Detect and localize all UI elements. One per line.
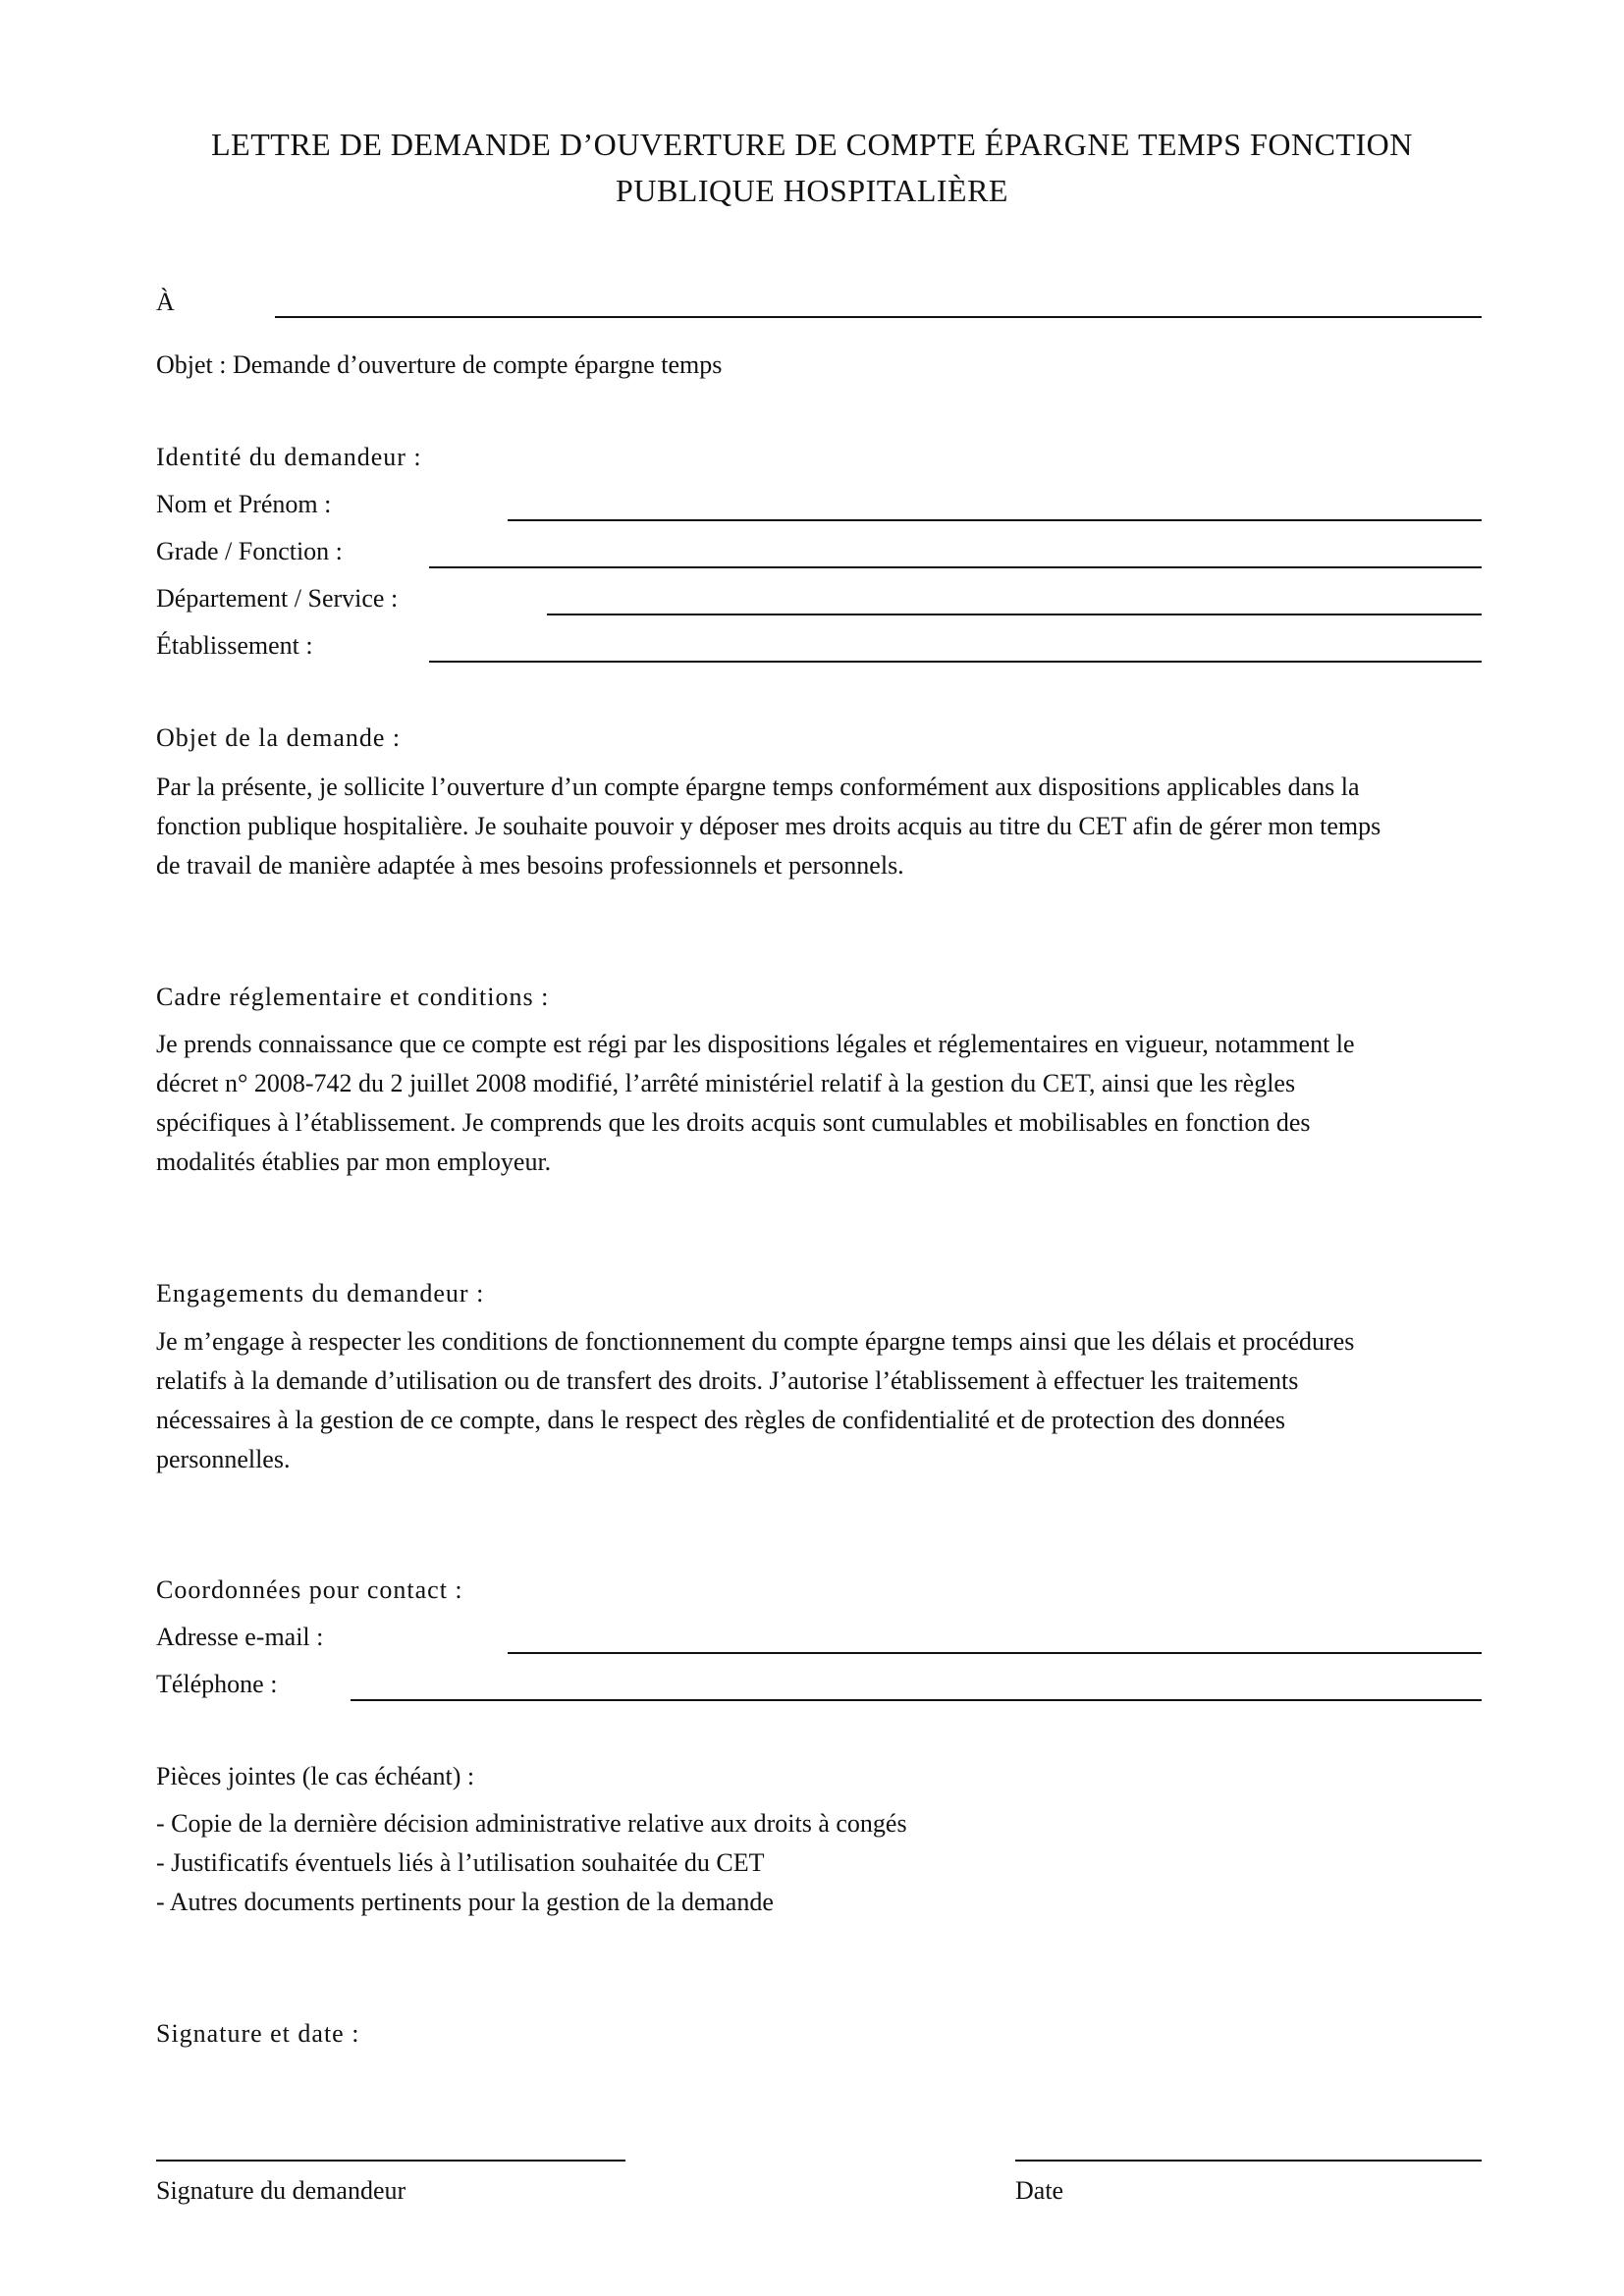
establishment-line[interactable] <box>429 661 1482 663</box>
attachments-heading: Pièces jointes (le cas échéant) : <box>156 1762 475 1790</box>
email-line[interactable] <box>508 1652 1482 1654</box>
signature-line[interactable] <box>156 2160 625 2162</box>
request-heading: Objet de la demande : <box>156 723 402 752</box>
commitments-line: relatifs à la demande d’utilisation ou de transfert des droits. J’autorise l’établissement à effectuer les traitements <box>156 1366 1299 1395</box>
date-line[interactable] <box>1015 2160 1482 2162</box>
department-line[interactable] <box>547 614 1482 615</box>
attachment-item: - Copie de la dernière décision administrative relative aux droits à congés <box>156 1809 907 1838</box>
attachments-list <box>156 1804 1482 1922</box>
recipient-label: À <box>156 288 175 316</box>
identity-heading: Identité du demandeur : <box>156 443 422 471</box>
attachment-item: - Justificatifs éventuels liés à l’utilisation souhaitée du CET <box>156 1848 765 1877</box>
name-label: Nom et Prénom : <box>156 490 332 518</box>
email-label: Adresse e-mail : <box>156 1623 324 1651</box>
date-caption: Date <box>1015 2176 1064 2205</box>
request-line: de travail de manière adaptée à mes besoins professionnels et personnels. <box>156 851 904 880</box>
framework-paragraph <box>156 1025 1482 1182</box>
request-paragraph <box>156 768 1482 885</box>
commitments-heading: Engagements du demandeur : <box>156 1279 485 1308</box>
request-line: Par la présente, je sollicite l’ouverture d’un compte épargne temps conformément aux dispositions applicables dans la <box>156 773 1360 801</box>
department-label: Département / Service : <box>156 584 399 613</box>
subject-text: Objet : Demande d’ouverture de compte épargne temps <box>156 350 723 379</box>
signature-heading: Signature et date : <box>156 2019 360 2048</box>
contact-heading: Coordonnées pour contact : <box>156 1575 463 1604</box>
framework-line: modalités établies par mon employeur. <box>156 1148 552 1176</box>
signature-caption: Signature du demandeur <box>156 2176 406 2205</box>
grade-label: Grade / Fonction : <box>156 537 343 565</box>
request-line: fonction publique hospitalière. Je souhaite pouvoir y déposer mes droits acquis au titre du CET afin de gérer mon temps <box>156 812 1381 840</box>
grade-line[interactable] <box>429 566 1482 568</box>
document-title-line-2: PUBLIQUE HOSPITALIÈRE <box>616 173 1008 208</box>
commitments-paragraph <box>156 1322 1482 1479</box>
framework-line: spécifiques à l’établissement. Je comprends que les droits acquis sont cumulables et mobilisables en fonction des <box>156 1108 1311 1137</box>
phone-label: Téléphone : <box>156 1670 278 1698</box>
document-title-line-1: LETTRE DE DEMANDE D’OUVERTURE DE COMPTE ÉPARGNE TEMPS FONCTION <box>211 127 1413 162</box>
recipient-line[interactable] <box>275 316 1482 318</box>
establishment-label: Établissement : <box>156 631 313 660</box>
framework-line: Je prends connaissance que ce compte est régi par les dispositions légales et réglementaires en vigueur, notamment le <box>156 1030 1355 1058</box>
commitments-line: nécessaires à la gestion de ce compte, dans le respect des règles de confidentialité et de protection des données <box>156 1406 1286 1434</box>
commitments-line: Je m’engage à respecter les conditions de fonctionnement du compte épargne temps ainsi que les délais et procédures <box>156 1327 1355 1356</box>
name-line[interactable] <box>508 519 1482 521</box>
framework-line: décret n° 2008-742 du 2 juillet 2008 modifié, l’arrêté ministériel relatif à la gestion du CET, ainsi que les règles <box>156 1069 1296 1097</box>
phone-line[interactable] <box>351 1699 1482 1701</box>
attachment-item: - Autres documents pertinents pour la gestion de la demande <box>156 1888 774 1916</box>
framework-heading: Cadre réglementaire et conditions : <box>156 983 550 1011</box>
commitments-line: personnelles. <box>156 1445 291 1473</box>
